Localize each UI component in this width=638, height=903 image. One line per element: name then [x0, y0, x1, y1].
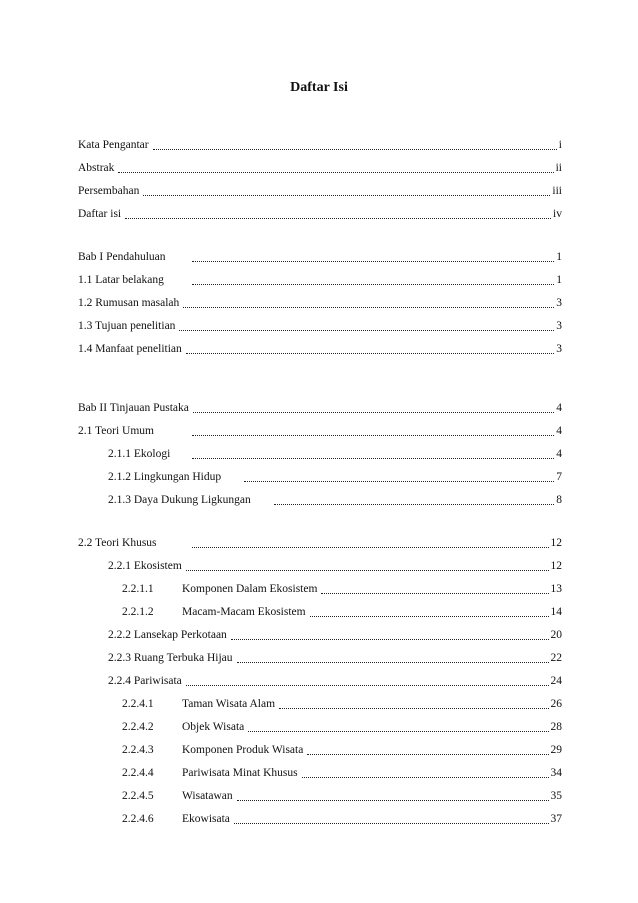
toc-entry-page: i — [558, 139, 562, 151]
dot-leader — [248, 730, 548, 732]
toc-entry-page: iv — [553, 208, 562, 220]
dot-leader — [192, 434, 554, 436]
toc-entry-page: 35 — [550, 790, 562, 802]
toc-entry-persembahan[interactable] — [78, 183, 562, 199]
toc-entry-number: 2.2.4.1 — [122, 698, 154, 710]
toc-entry-number: 2.2.4.5 — [122, 790, 154, 802]
toc-entry-number: 2.2.4.6 — [122, 813, 154, 825]
dot-leader — [183, 306, 554, 308]
dot-leader — [186, 352, 554, 354]
toc-entry-label: Objek Wisata — [182, 721, 245, 733]
toc-entry-bab-1[interactable] — [78, 249, 562, 265]
toc-entry-label: Ekowisata — [182, 813, 230, 825]
toc-entry-2-2-1[interactable] — [108, 558, 562, 574]
toc-entry-2-2-1-2[interactable] — [122, 604, 562, 620]
toc-entry-label: Macam-Macam Ekosistem — [182, 606, 306, 618]
toc-entry-label: Persembahan — [78, 185, 140, 197]
toc-entry-2-2-4-3[interactable] — [122, 742, 562, 758]
toc-entry-abstrak[interactable] — [78, 160, 562, 176]
toc-entry-page: 24 — [550, 675, 562, 687]
toc-entry-page: 14 — [550, 606, 562, 618]
toc-entry-page: 13 — [550, 583, 562, 595]
dot-leader — [192, 457, 554, 459]
dot-leader — [310, 615, 549, 617]
toc-entry-2-2-4-6[interactable] — [122, 811, 562, 827]
toc-entry-number: 2.2.1.1 — [122, 583, 154, 595]
toc-entry-2-2[interactable] — [78, 535, 562, 551]
dot-leader — [143, 194, 550, 196]
toc-entry-page: 12 — [550, 560, 562, 572]
toc-entry-page: 4 — [556, 425, 562, 437]
toc-entry-1-3[interactable] — [78, 318, 562, 334]
dot-leader — [153, 148, 557, 150]
page-title: Daftar Isi — [290, 80, 348, 95]
toc-entry-label: 1.3 Tujuan penelitian — [78, 320, 176, 332]
toc-entry-number: 2.2.1.2 — [122, 606, 154, 618]
toc-entry-page: 29 — [550, 744, 562, 756]
toc-entry-2-2-1-1[interactable] — [122, 581, 562, 597]
toc-entry-2-2-4-4[interactable] — [122, 765, 562, 781]
toc-entry-number: 2.2.4.4 — [122, 767, 154, 779]
dot-leader — [234, 822, 549, 824]
dot-leader — [279, 707, 548, 709]
dot-leader — [179, 329, 554, 331]
toc-entry-page: 3 — [556, 343, 562, 355]
toc-entry-page: 4 — [556, 448, 562, 460]
toc-entry-page: 37 — [550, 813, 562, 825]
toc-entry-2-1-1[interactable] — [108, 446, 562, 462]
dot-leader — [321, 592, 548, 594]
dot-leader — [125, 217, 551, 219]
toc-entry-2-1[interactable] — [78, 423, 562, 439]
toc-entry-label: 2.1.2 Lingkungan Hidup — [108, 471, 222, 483]
toc-entry-label: 2.2.4 Pariwisata — [108, 675, 182, 687]
dot-leader — [193, 411, 554, 413]
toc-entry-page: 1 — [556, 251, 562, 263]
toc-entry-1-2[interactable] — [78, 295, 562, 311]
toc-entry-1-1[interactable] — [78, 272, 562, 288]
toc-entry-page: 1 — [556, 274, 562, 286]
toc-entry-2-2-4-5[interactable] — [122, 788, 562, 804]
toc-entry-label: 2.1 Teori Umum — [78, 425, 154, 437]
toc-entry-bab-2[interactable] — [78, 400, 562, 416]
toc-entry-label: 2.2 Teori Khusus — [78, 537, 157, 549]
dot-leader — [307, 753, 548, 755]
dot-leader — [186, 684, 549, 686]
toc-entry-page: ii — [555, 162, 562, 174]
toc-entry-2-2-4-2[interactable] — [122, 719, 562, 735]
toc-entry-label: 2.2.2 Lansekap Perkotaan — [108, 629, 227, 641]
toc-entry-label: Kata Pengantar — [78, 139, 149, 151]
toc-entry-label: 1.2 Rumusan masalah — [78, 297, 180, 309]
toc-entry-2-2-4-1[interactable] — [122, 696, 562, 712]
toc-entry-2-1-3[interactable] — [108, 492, 562, 508]
toc-entry-page: 20 — [550, 629, 562, 641]
toc-entry-page: 28 — [550, 721, 562, 733]
toc-entry-label: Taman Wisata Alam — [182, 698, 276, 710]
toc-entry-2-2-2[interactable] — [108, 627, 562, 643]
dot-leader — [186, 569, 549, 571]
toc-entry-label: 1.1 Latar belakang — [78, 274, 164, 286]
dot-leader — [192, 260, 554, 262]
toc-entry-page: 22 — [550, 652, 562, 664]
toc-entry-number: 2.2.4.3 — [122, 744, 154, 756]
toc-entry-label: 2.1.3 Daya Dukung Ligkungan — [108, 494, 251, 506]
toc-entry-label: 2.1.1 Ekologi — [108, 448, 171, 460]
dot-leader — [192, 546, 549, 548]
toc-entry-label: Bab I Pendahuluan — [78, 251, 166, 263]
toc-entry-page: 8 — [556, 494, 562, 506]
toc-entry-page: 3 — [556, 320, 562, 332]
toc-entry-number: 2.2.4.2 — [122, 721, 154, 733]
toc-entry-page: 4 — [556, 402, 562, 414]
toc-entry-page: 3 — [556, 297, 562, 309]
toc-entry-2-2-4[interactable] — [108, 673, 562, 689]
toc-entry-page: 7 — [556, 471, 562, 483]
toc-entry-label: Pariwisata Minat Khusus — [182, 767, 298, 779]
dot-leader — [302, 776, 549, 778]
toc-entry-label: Daftar isi — [78, 208, 122, 220]
toc-entry-2-2-3[interactable] — [108, 650, 562, 666]
dot-leader — [237, 661, 549, 663]
dot-leader — [192, 283, 554, 285]
toc-entry-2-1-2[interactable] — [108, 469, 562, 485]
toc-entry-label: Abstrak — [78, 162, 115, 174]
toc-entry-1-4[interactable] — [78, 341, 562, 357]
dot-leader — [244, 480, 554, 482]
dot-leader — [237, 799, 549, 801]
toc-entry-kata-pengantar[interactable] — [78, 137, 562, 153]
toc-entry-page: 26 — [550, 698, 562, 710]
dot-leader — [231, 638, 549, 640]
dot-leader — [118, 171, 553, 173]
toc-entry-label: Komponen Produk Wisata — [182, 744, 304, 756]
toc-entry-label: 1.4 Manfaat penelitian — [78, 343, 182, 355]
toc-entry-daftar-isi[interactable] — [78, 206, 562, 222]
toc-entry-label: Bab II Tinjauan Pustaka — [78, 402, 189, 414]
toc-entry-label: Wisatawan — [182, 790, 233, 802]
toc-entry-page: 12 — [550, 537, 562, 549]
toc-entry-label: 2.2.3 Ruang Terbuka Hijau — [108, 652, 233, 664]
toc-entry-label: 2.2.1 Ekosistem — [108, 560, 182, 572]
toc-entry-page: iii — [552, 185, 562, 197]
dot-leader — [274, 503, 554, 505]
toc-entry-label: Komponen Dalam Ekosistem — [182, 583, 318, 595]
toc-entry-page: 34 — [550, 767, 562, 779]
